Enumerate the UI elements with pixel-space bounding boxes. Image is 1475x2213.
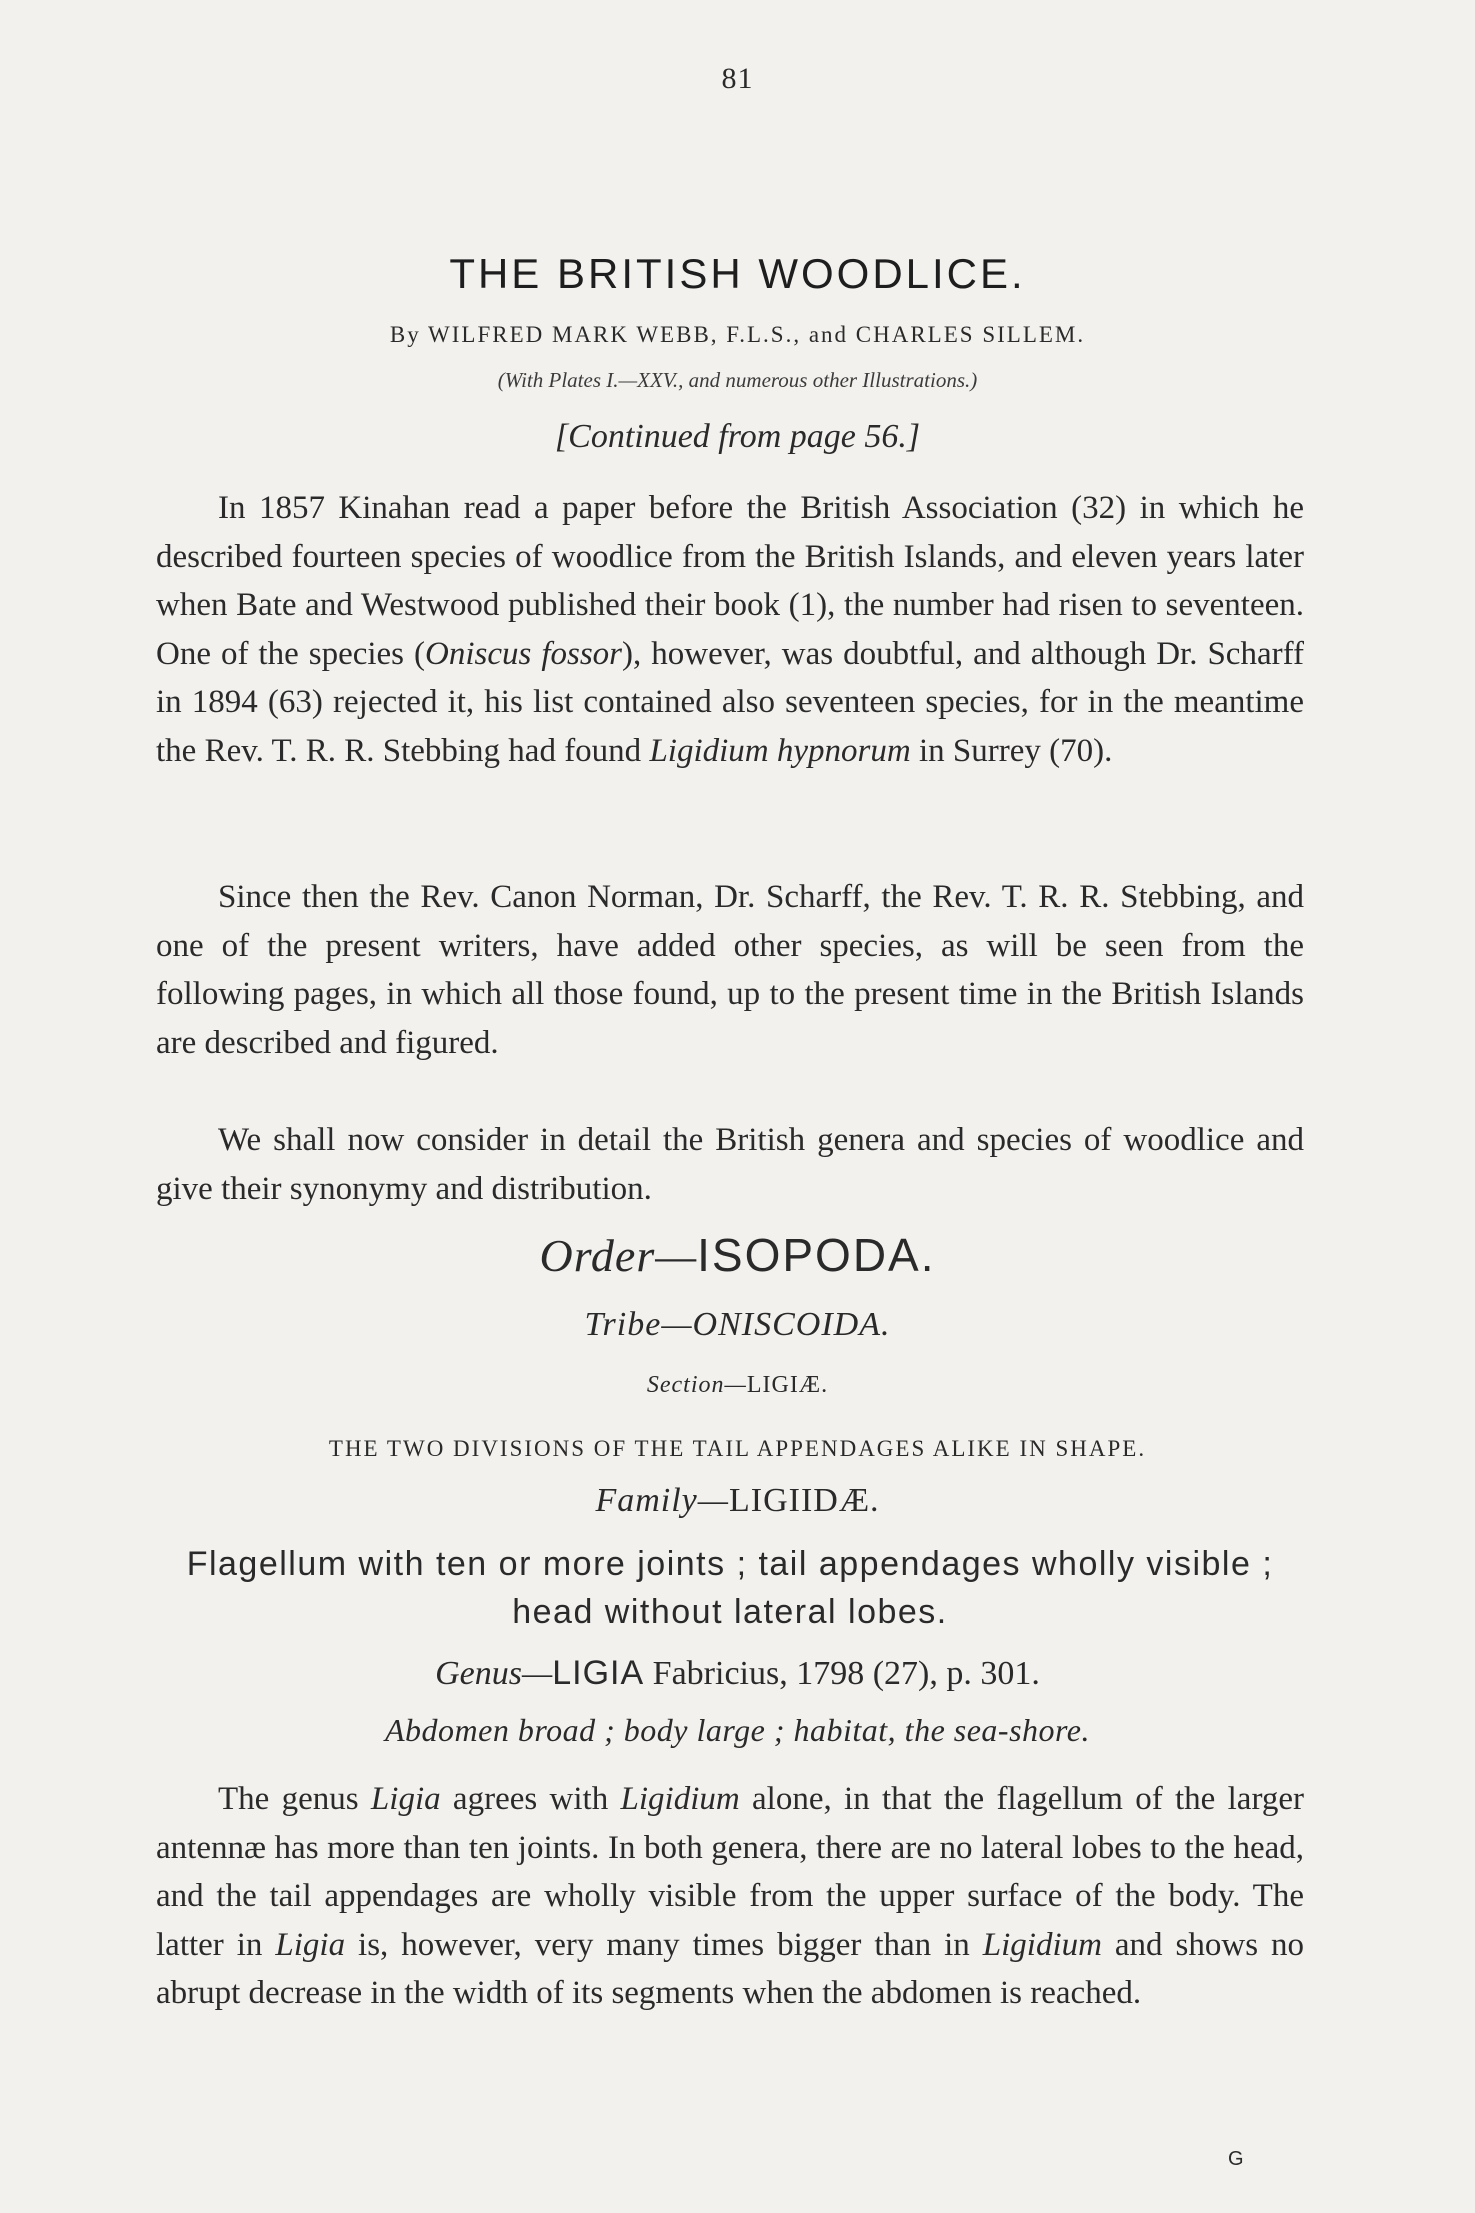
page-number: 81 xyxy=(721,62,754,95)
order-heading: Order—ISOPODA. xyxy=(539,1229,936,1281)
family-characters: Flagellum with ten or more joints ; tail appendages wholly visible ; head without lateral lobes. xyxy=(186,1545,1274,1631)
byline: By WILFRED MARK WEBB, F.L.S., and CHARLES SILLEM. xyxy=(389,322,1086,347)
continued-note: [Continued from page 56.] xyxy=(554,418,921,455)
paragraph-since: Since then the Rev. Canon Norman, Dr. Scharff, the Rev. T. R. R. Stebbing, and one of the present writers, have added other species, as will be seen from the following pages, in which all those found, up to the present time in the British Islands are described and figured. xyxy=(156,879,1304,1061)
family-heading: Family—LIGIIDÆ. xyxy=(595,1482,880,1519)
paragraph-intro: In 1857 Kinahan read a paper before the British Association (32) in which he described fourteen species of woodlice from the British Islands, and eleven years later when Bate and Westwood published their book (1), the number had risen to seventeen. One of the species (Oniscus fossor), however, was doubtful, and although Dr. Scharff in 1894 (63) rejected it, his list contained also seventeen species, for in the meantime the Rev. T. R. R. Stebbing had found Ligidium hypnorum in Surrey (70). xyxy=(156,490,1304,769)
paragraph-consider: We shall now consider in detail the British genera and species of woodlice and give their synonymy and distribution. xyxy=(156,1122,1304,1207)
article-title: THE BRITISH WOODLICE. xyxy=(449,250,1026,297)
plates-note: (With Plates I.—XXV., and numerous other Illustrations.) xyxy=(497,368,978,392)
signature-mark: G xyxy=(1228,2148,1244,2170)
divisions-heading: THE TWO DIVISIONS OF THE TAIL APPENDAGES ALIKE IN SHAPE. xyxy=(328,1436,1147,1461)
genus-heading: Genus—LIGIA Fabricius, 1798 (27), p. 301. xyxy=(435,1654,1040,1692)
paragraph-genus: The genus Ligia agrees with Ligidium alone, in that the flagellum of the larger antennæ has more than ten joints. In both genera, there are no lateral lobes to the head, and the tail appendages are wholly visible from the upper surface of the body. The latter in Ligia is, however, very many times bigger than in Ligidium and shows no abrupt decrease in the width of its segments when the abdomen is reached. xyxy=(156,1781,1304,2011)
tribe-heading: Tribe—ONISCOIDA. xyxy=(584,1306,891,1343)
section-heading: Section—LIGIÆ. xyxy=(646,1372,829,1398)
genus-characters: Abdomen broad ; body large ; habitat, the sea-shore. xyxy=(385,1712,1090,1748)
